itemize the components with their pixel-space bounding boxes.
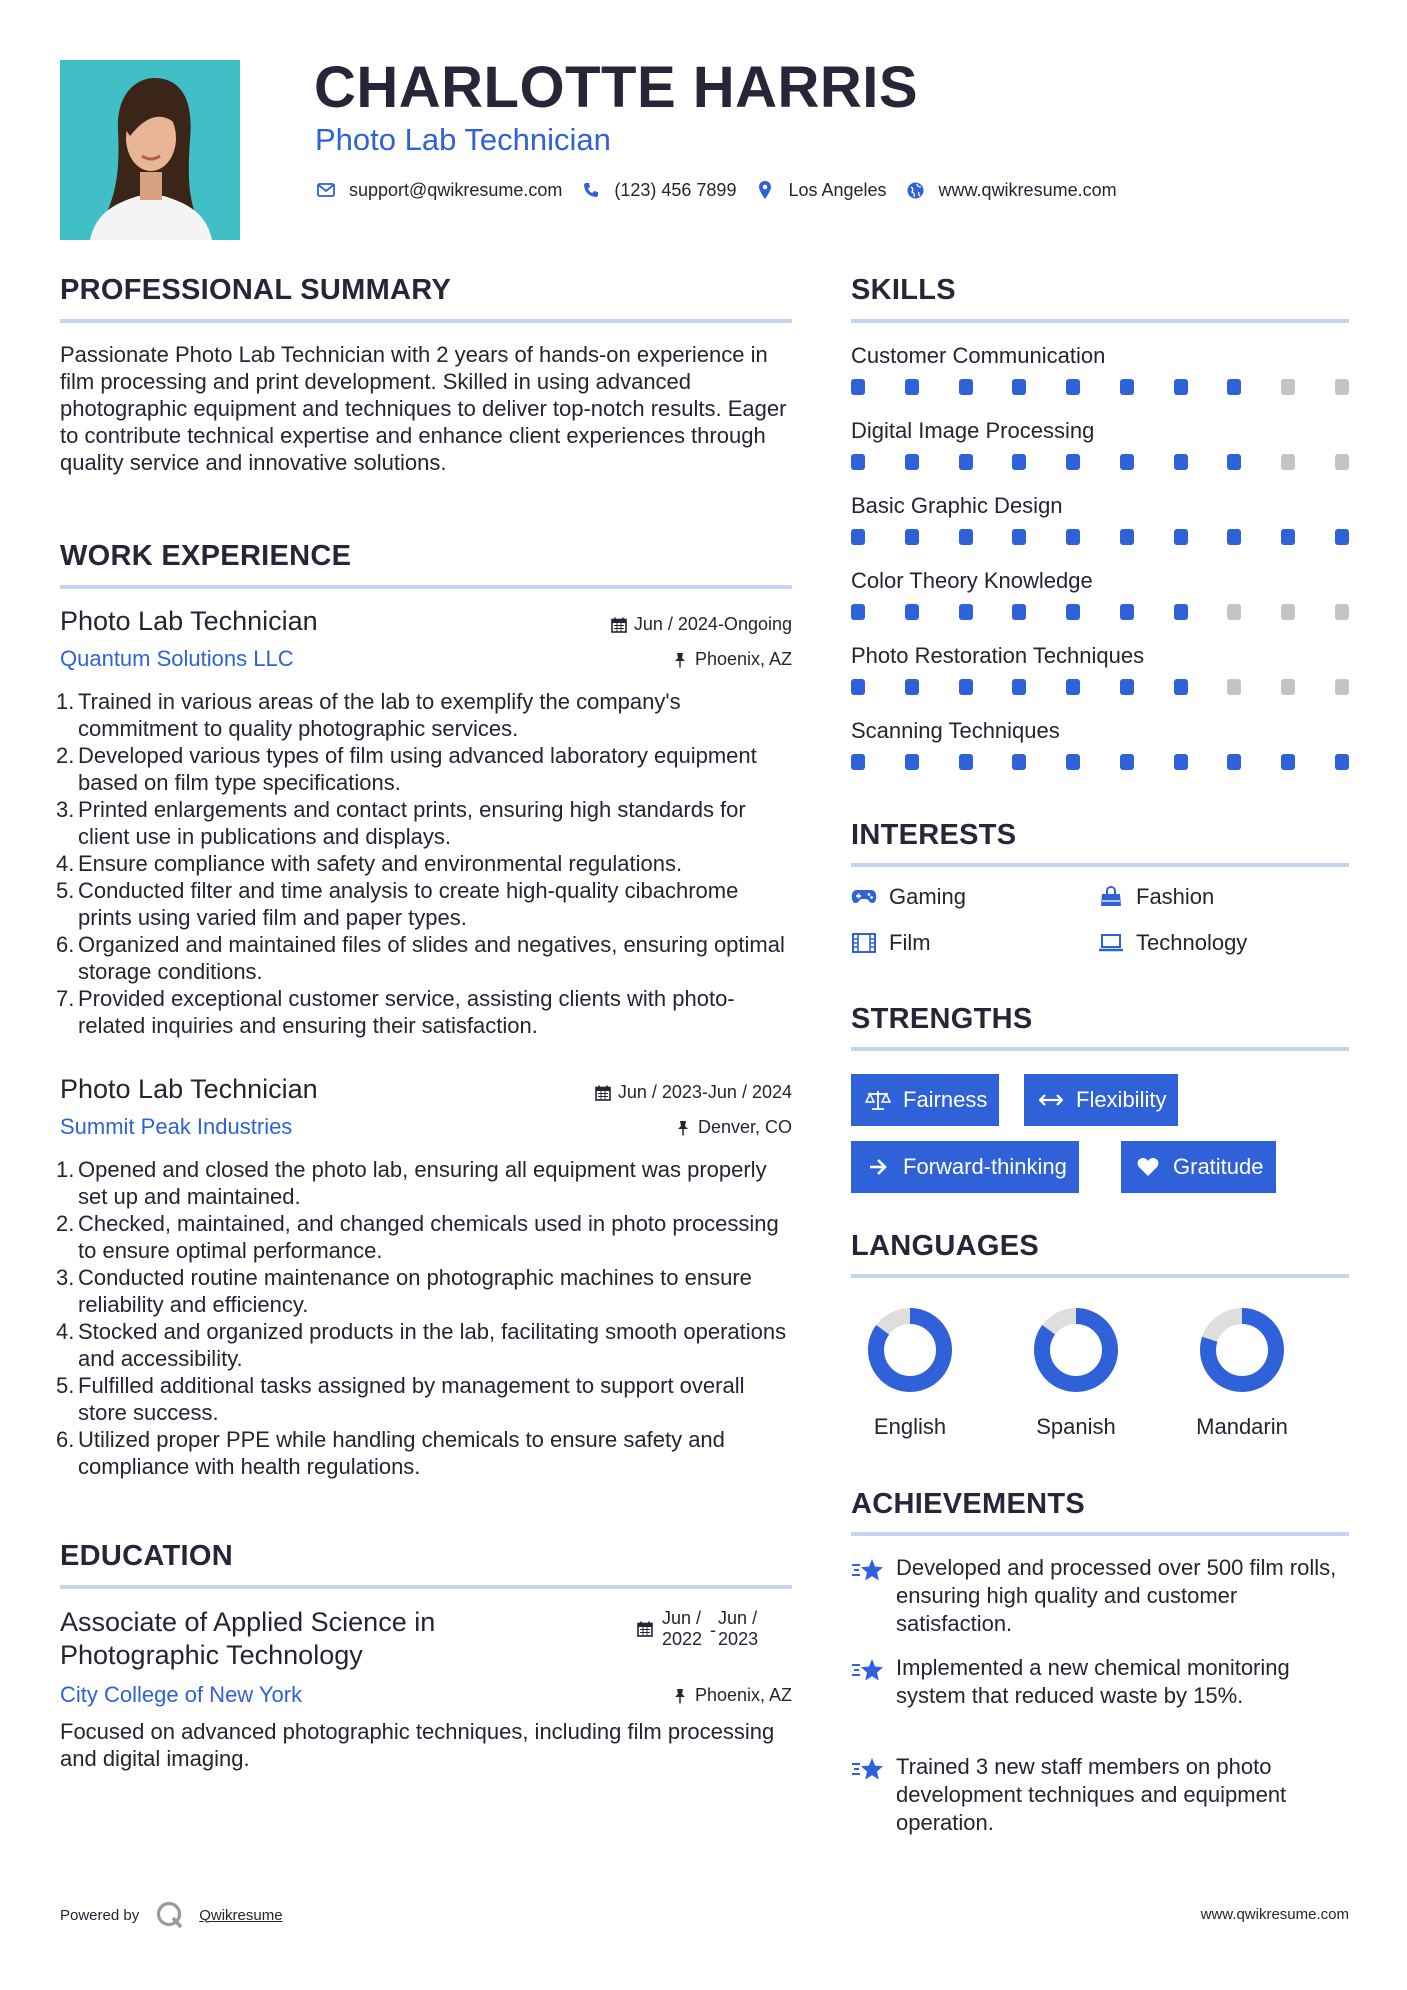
- rating-dot-filled: [959, 754, 973, 770]
- skill-rating: [851, 529, 1349, 545]
- skill-rating: [851, 604, 1349, 620]
- contact-bar: [315, 179, 1135, 201]
- rating-dot-empty: [1335, 379, 1349, 395]
- rating-dot-filled: [1120, 604, 1134, 620]
- job-bullet: 5. Conducted filter and time analysis to create high-quality cibachrome prints using varied film and paper types.: [56, 878, 739, 930]
- job-bullets: [56, 688, 792, 1039]
- interests-rule: [851, 863, 1349, 867]
- rating-dot-filled: [1066, 529, 1080, 545]
- rating-dot-empty: [1281, 379, 1295, 395]
- rating-dot-filled: [1227, 754, 1241, 770]
- phone-icon: [580, 179, 602, 201]
- job-bullet: 2. Developed various types of film using advanced laboratory equipment based on film type specifications.: [56, 743, 757, 795]
- rating-dot-filled: [1066, 379, 1080, 395]
- job-title: Photo Lab Technician: [60, 606, 318, 636]
- job-bullet: 2. Checked, maintained, and changed chemicals used in photo processing to ensure optimal performance.: [56, 1211, 779, 1263]
- experience-rule: [60, 585, 792, 589]
- achievements-rule: [851, 1532, 1349, 1536]
- rating-dot-filled: [1120, 679, 1134, 695]
- skill-name: Photo Restoration Techniques: [851, 643, 1145, 668]
- strength-tag: Flexibility: [1024, 1074, 1178, 1126]
- language-name: Mandarin: [1196, 1414, 1288, 1439]
- rating-dot-filled: [1227, 529, 1241, 545]
- skill-name: Color Theory Knowledge: [851, 568, 1093, 593]
- strength-tag: Fairness: [851, 1074, 999, 1126]
- shooting-star-icon: [851, 1556, 885, 1584]
- rating-dot-filled: [1012, 454, 1026, 470]
- job-bullet: 3. Conducted routine maintenance on photographic machines to ensure reliability and efficiency.: [56, 1265, 752, 1317]
- skill-name: Scanning Techniques: [851, 718, 1060, 743]
- job-bullet: 7. Provided exceptional customer service, assisting clients with photo-related inquiries and ensuring their satisfaction.: [56, 986, 735, 1038]
- pushpin-icon: [671, 651, 689, 669]
- rating-dot-filled: [1174, 379, 1188, 395]
- globe-icon: [905, 179, 927, 201]
- rating-dot-filled: [959, 679, 973, 695]
- rating-dot-filled: [905, 754, 919, 770]
- footer-website[interactable]: www.qwikresume.com: [1200, 1906, 1349, 1923]
- interest-item: Gaming: [851, 884, 966, 910]
- website-link[interactable]: www.qwikresume.com: [938, 179, 1117, 200]
- strengths-heading: STRENGTHS: [851, 1003, 1033, 1035]
- job-bullet: 5. Fulfilled additional tasks assigned by management to support overall store success.: [56, 1373, 745, 1425]
- rating-dot-filled: [1120, 529, 1134, 545]
- job-location: Phoenix, AZ: [671, 649, 792, 670]
- job-entry: [56, 606, 792, 1046]
- rating-dot-empty: [1335, 679, 1349, 695]
- rating-dot-filled: [1012, 604, 1026, 620]
- rating-dot-filled: [1281, 529, 1295, 545]
- achievement-item: Developed and processed over 500 film rolls, ensuring high quality and customer satisfaction.: [851, 1554, 1349, 1644]
- rating-dot-filled: [1335, 754, 1349, 770]
- heart-icon: [1135, 1156, 1161, 1178]
- rating-dot-filled: [959, 529, 973, 545]
- degree-title: Associate of Applied Science in Photographic Technology: [60, 1607, 436, 1670]
- map-pin-icon: [754, 179, 776, 201]
- laptop-icon: [1098, 932, 1124, 954]
- strength-tag: Forward-thinking: [851, 1141, 1079, 1193]
- rating-dot-filled: [851, 454, 865, 470]
- qwikresume-logo-icon: [155, 1900, 185, 1930]
- arrows-horizontal-icon: [1038, 1089, 1064, 1111]
- summary-heading: PROFESSIONAL SUMMARY: [60, 274, 452, 306]
- experience-heading: WORK EXPERIENCE: [60, 540, 352, 572]
- candidate-name: CHARLOTTE HARRIS: [314, 55, 919, 120]
- rating-dot-empty: [1281, 454, 1295, 470]
- skill-name: Basic Graphic Design: [851, 493, 1063, 518]
- job-entry: [56, 1074, 792, 1494]
- rating-dot-filled: [959, 604, 973, 620]
- job-bullet: 4. Ensure compliance with safety and environmental regulations.: [56, 851, 683, 876]
- rating-dot-filled: [1012, 379, 1026, 395]
- skills-heading: SKILLS: [851, 274, 956, 306]
- qwikresume-link[interactable]: Qwikresume: [199, 1906, 283, 1924]
- language-name: English: [873, 1414, 947, 1439]
- rating-dot-filled: [905, 379, 919, 395]
- pushpin-icon: [671, 1687, 689, 1705]
- rating-dot-filled: [1066, 754, 1080, 770]
- rating-dot-filled: [851, 379, 865, 395]
- rating-dot-empty: [1281, 604, 1295, 620]
- rating-dot-filled: [905, 454, 919, 470]
- skill-item: [851, 343, 1349, 403]
- film-icon: [851, 932, 877, 954]
- languages-rule: [851, 1274, 1349, 1278]
- strengths-rule: [851, 1047, 1349, 1051]
- rating-dot-filled: [1174, 454, 1188, 470]
- language-ring: [1032, 1306, 1120, 1394]
- education-dates: Jun / 2022 - Jun / 2023: [636, 1608, 758, 1650]
- rating-dot-filled: [851, 754, 865, 770]
- achievements-heading: ACHIEVEMENTS: [851, 1488, 1086, 1520]
- bag-icon: [1098, 886, 1124, 908]
- language-ring: [866, 1306, 954, 1394]
- job-date: Jun / 2024-Ongoing: [610, 614, 792, 635]
- skill-item: [851, 718, 1349, 778]
- rating-dot-filled: [1120, 379, 1134, 395]
- education-heading: EDUCATION: [60, 1540, 233, 1572]
- achievement-item: Implemented a new chemical monitoring system that reduced waste by 15%.: [851, 1654, 1349, 1744]
- job-bullet: 1. Trained in various areas of the lab to exemplify the company's commitment to quality photographic services.: [56, 689, 681, 741]
- shooting-star-icon: [851, 1656, 885, 1684]
- job-title: Photo Lab Technician: [60, 1074, 318, 1104]
- rating-dot-filled: [1066, 679, 1080, 695]
- interest-item: Technology: [1098, 930, 1247, 956]
- rating-dot-filled: [1227, 454, 1241, 470]
- rating-dot-filled: [905, 604, 919, 620]
- rating-dot-filled: [1174, 679, 1188, 695]
- job-location: Denver, CO: [674, 1117, 792, 1138]
- profile-photo: [60, 60, 240, 240]
- rating-dot-filled: [959, 454, 973, 470]
- skill-item: [851, 568, 1349, 628]
- interest-item: Film: [851, 930, 931, 956]
- rating-dot-filled: [851, 529, 865, 545]
- language-ring: [1198, 1306, 1286, 1394]
- rating-dot-filled: [1174, 529, 1188, 545]
- language-name: Spanish: [1036, 1414, 1116, 1439]
- job-bullet: 1. Opened and closed the photo lab, ensuring all equipment was properly set up and maintained.: [56, 1157, 767, 1209]
- skill-rating: [851, 679, 1349, 695]
- rating-dot-filled: [1120, 754, 1134, 770]
- envelope-icon: [315, 179, 337, 201]
- scale-icon: [865, 1089, 891, 1111]
- phone-number[interactable]: (123) 456 7899: [614, 179, 737, 200]
- rating-dot-filled: [1012, 529, 1026, 545]
- email-link[interactable]: support@qwikresume.com: [349, 179, 563, 200]
- rating-dot-filled: [959, 379, 973, 395]
- achievement-item: Trained 3 new staff members on photo development techniques and equipment operation.: [851, 1753, 1349, 1843]
- education-description: Focused on advanced photographic techniques, including film processing and digital imaging.: [60, 1719, 775, 1771]
- candidate-title: Photo Lab Technician: [315, 122, 611, 157]
- rating-dot-filled: [905, 679, 919, 695]
- education-rule: [60, 1585, 792, 1589]
- gamepad-icon: [851, 886, 877, 908]
- rating-dot-filled: [1066, 604, 1080, 620]
- rating-dot-filled: [851, 604, 865, 620]
- skill-rating: [851, 379, 1349, 395]
- company-name: Quantum Solutions LLC: [60, 646, 294, 671]
- rating-dot-filled: [1012, 754, 1026, 770]
- rating-dot-filled: [1174, 754, 1188, 770]
- language-item: [1172, 1306, 1312, 1440]
- rating-dot-filled: [905, 529, 919, 545]
- language-item: [1006, 1306, 1146, 1440]
- rating-dot-filled: [1227, 379, 1241, 395]
- arrow-right-icon: [865, 1156, 891, 1178]
- rating-dot-filled: [1335, 529, 1349, 545]
- school-location: Phoenix, AZ: [671, 1685, 792, 1706]
- skill-rating: [851, 454, 1349, 470]
- skill-item: [851, 418, 1349, 478]
- languages-heading: LANGUAGES: [851, 1230, 1039, 1262]
- footer-powered-by: Powered by Qwikresume: [60, 1900, 283, 1930]
- rating-dot-filled: [1281, 754, 1295, 770]
- rating-dot-filled: [851, 679, 865, 695]
- strength-tag: Gratitude: [1121, 1141, 1276, 1193]
- calendar-icon: [594, 1084, 612, 1102]
- job-date: Jun / 2023-Jun / 2024: [594, 1082, 792, 1103]
- rating-dot-empty: [1227, 604, 1241, 620]
- interest-item: Fashion: [1098, 884, 1214, 910]
- rating-dot-empty: [1335, 454, 1349, 470]
- summary-rule: [60, 319, 792, 323]
- rating-dot-filled: [1174, 604, 1188, 620]
- rating-dot-empty: [1281, 679, 1295, 695]
- job-bullet: 6. Organized and maintained files of slides and negatives, ensuring optimal storage conditions.: [56, 932, 785, 984]
- skill-rating: [851, 754, 1349, 770]
- calendar-icon: [636, 1620, 654, 1638]
- skill-name: Customer Communication: [851, 343, 1106, 368]
- job-bullet: 3. Printed enlargements and contact prints, ensuring high standards for client use in publications and displays.: [56, 797, 746, 849]
- interests-heading: INTERESTS: [851, 819, 1017, 851]
- rating-dot-filled: [1012, 679, 1026, 695]
- company-name: Summit Peak Industries: [60, 1114, 293, 1139]
- job-bullet: 4. Stocked and organized products in the lab, facilitating smooth operations and accessibility.: [56, 1319, 787, 1371]
- language-item: [840, 1306, 980, 1440]
- skill-item: [851, 643, 1349, 703]
- rating-dot-empty: [1335, 604, 1349, 620]
- shooting-star-icon: [851, 1755, 885, 1783]
- job-bullets: [56, 1156, 792, 1480]
- pushpin-icon: [674, 1119, 692, 1137]
- location-text: Los Angeles: [788, 179, 887, 200]
- rating-dot-empty: [1227, 679, 1241, 695]
- rating-dot-filled: [1066, 454, 1080, 470]
- summary-text: Passionate Photo Lab Technician with 2 years of hands-on experience in film processing and print development. Skilled in using advanced photographic equipment and techniques to deliver top-notch results. Eager to contribute technical expertise and enhance client experiences through quality service and innovative solutions.: [60, 342, 787, 475]
- skill-name: Digital Image Processing: [851, 418, 1095, 443]
- skills-rule: [851, 319, 1349, 323]
- calendar-icon: [610, 616, 628, 634]
- skill-item: [851, 493, 1349, 553]
- school-name: City College of New York: [60, 1682, 303, 1707]
- rating-dot-filled: [1120, 454, 1134, 470]
- job-bullet: 6. Utilized proper PPE while handling chemicals to ensure safety and compliance with health regulations.: [56, 1427, 725, 1479]
